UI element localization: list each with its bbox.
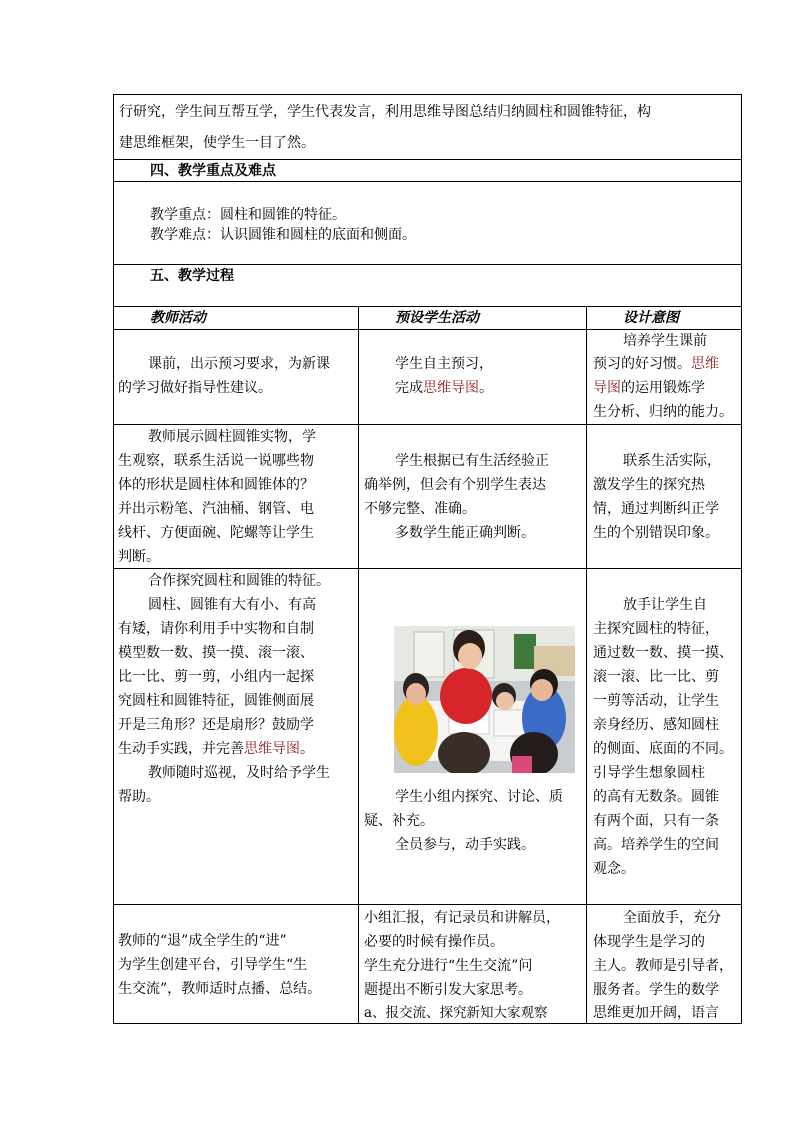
table-rule (358, 306, 359, 1024)
table-cell-text: 合作探究圆柱和圆锥的特征。 (148, 573, 330, 589)
table-cell-text: 学生自主预习， (395, 356, 493, 372)
table-cell-text: 必要的时候有操作员。 (364, 934, 504, 950)
table-cell-text (395, 376, 493, 400)
section-heading: 四、教学重点及难点 (150, 163, 276, 179)
intro-line: 行研究，学生间互帮互学，学生代表发言，利用思维导图总结归纳圆柱和圆锥特征，构 (119, 104, 651, 120)
table-cell-text: 学生小组内探究、讨论、质 (395, 789, 563, 805)
table-cell-text: 放手让学生自 (623, 597, 707, 613)
text-span: 预习的好习惯。 (593, 356, 691, 372)
photo-illustration (394, 626, 575, 773)
text-span: 的运用锻炼学 (621, 380, 705, 396)
table-cell-text: 的侧面、底面的不同。 (593, 741, 733, 757)
table-cell-text: 一剪等活动，让学生 (593, 693, 719, 709)
table-cell-text: 的高有无数条。圆锥 (593, 789, 719, 805)
text-span: 生动手实践，并完善 (118, 741, 244, 757)
table-cell-text: 生分析、归纳的能力。 (593, 404, 733, 420)
column-header: 教师活动 (150, 310, 206, 326)
table-cell-text: 教师随时巡视，及时给予学生 (148, 765, 330, 781)
mind-map-text: 思维导图 (423, 380, 479, 396)
table-cell-text: 帮助。 (118, 789, 160, 805)
table-cell-text: 学生根据已有生活经验正 (395, 453, 549, 469)
mind-map-text: 思维导图 (244, 741, 300, 757)
table-cell-text (118, 737, 314, 761)
table-cell-text: 课前，出示预习要求，为新课 (148, 356, 330, 372)
table-cell-text: 全员参与，动手实践。 (395, 837, 535, 853)
table-cell-text: 并出示粉笔、汽油桶、钢管、电 (118, 501, 314, 517)
table-cell-text: 全面放手，充分 (623, 910, 721, 926)
table-cell-text: 有矮，请你利用手中实物和自制 (118, 621, 314, 637)
table-cell-text: 小组汇报，有记录员和讲解员， (364, 910, 560, 926)
table-rule (741, 94, 742, 1024)
table-cell-text (593, 376, 705, 400)
table-cell-text: 主人。教师是引导者， (593, 958, 733, 974)
table-cell-text: 有两个面，只有一条 (593, 813, 719, 829)
key-point-text: 教学重点：圆柱和圆锥的特征。 (150, 207, 346, 223)
intro-line: 建思维框架，使学生一目了然。 (119, 135, 315, 151)
table-cell-text: 通过数一数、摸一摸、 (593, 645, 733, 661)
table-cell-text: 联系生活实际， (623, 453, 721, 469)
table-cell-text: 究圆柱和圆锥特征，圆锥侧面展 (118, 693, 314, 709)
students-group-photo (394, 626, 575, 773)
table-cell-text: 服务者。学生的数学 (593, 982, 719, 998)
column-header: 设计意图 (623, 310, 679, 326)
table-cell-text: 不够完整、准确。 (364, 501, 476, 517)
table-cell-text: 主探究圆柱的特征， (593, 621, 719, 637)
table-cell-text: 情，通过判断纠正学 (593, 501, 719, 517)
table-cell-text: 题提出不断引发大家思考。 (364, 982, 532, 998)
mind-map-text: 导图 (593, 380, 621, 396)
table-cell-text: 观念。 (593, 861, 635, 877)
table-rule (113, 904, 742, 905)
table-cell-text: 为学生创建平台，引导学生“生 (118, 957, 308, 973)
table-cell-text: 疑、补充。 (364, 813, 434, 829)
table-cell-text: 判断。 (118, 549, 160, 565)
table-cell-text: 学生充分进行“生生交流”问 (364, 958, 533, 974)
table-cell-text: 的学习做好指导性建议。 (118, 380, 272, 396)
table-cell-text: 亲身经历、感知圆柱 (593, 717, 719, 733)
table-cell-text: 生的个别错误印象。 (593, 525, 719, 541)
table-cell-text: 确举例，但会有个别学生表达 (364, 477, 546, 493)
table-cell-text: 激发学生的探究热 (593, 477, 705, 493)
table-cell-text: 教师的“退”成全学生的“进” (118, 933, 287, 949)
table-cell-text: 生交流”，教师适时点播、总结。 (118, 981, 322, 997)
table-rule (586, 306, 587, 1024)
table-cell-text: 体的形状是圆柱体和圆锥体的？ (118, 477, 314, 493)
table-cell-text: 开是三角形？还是扇形？鼓励学 (118, 717, 314, 733)
table-cell-text: 模型数一数、摸一摸、滚一滚、 (118, 645, 314, 661)
table-cell-text: 滚一滚、比一比、剪 (593, 669, 719, 685)
table-cell-text: 体现学生是学习的 (593, 934, 705, 950)
table-rule (113, 94, 114, 1024)
table-rule (113, 94, 742, 95)
column-header: 预设学生活动 (395, 310, 479, 326)
table-cell-text: 多数学生能正确判断。 (395, 525, 535, 541)
table-cell-text: 线杆、方便面碗、陀螺等让学生 (118, 525, 314, 541)
mind-map-text: 思维 (691, 356, 719, 372)
section-heading: 五、教学过程 (150, 268, 234, 284)
table-cell-text: 教师展示圆柱圆锥实物，学 (148, 429, 316, 445)
table-cell-text: 高。培养学生的空间 (593, 837, 719, 853)
text-span: 完成 (395, 380, 423, 396)
table-cell-text: 生观察，联系生活说一说哪些物 (118, 453, 314, 469)
table-cell-text: a、报交流、探究新知大家观察 (364, 1005, 548, 1021)
difficult-point-text: 教学难点：认识圆锥和圆柱的底面和侧面。 (150, 227, 416, 243)
table-cell-text: 培养学生课前 (623, 333, 707, 349)
table-cell-text: 思维更加开阔，语言 (593, 1005, 719, 1021)
table-cell-text: 引导学生想象圆柱 (593, 765, 705, 781)
table-cell-text: 比一比、剪一剪，小组内一起探 (118, 669, 314, 685)
table-cell-text (593, 352, 719, 376)
table-cell-text: 圆柱、圆锥有大有小、有高 (148, 597, 316, 613)
text-span: 。 (300, 741, 314, 757)
text-span: 。 (479, 380, 493, 396)
